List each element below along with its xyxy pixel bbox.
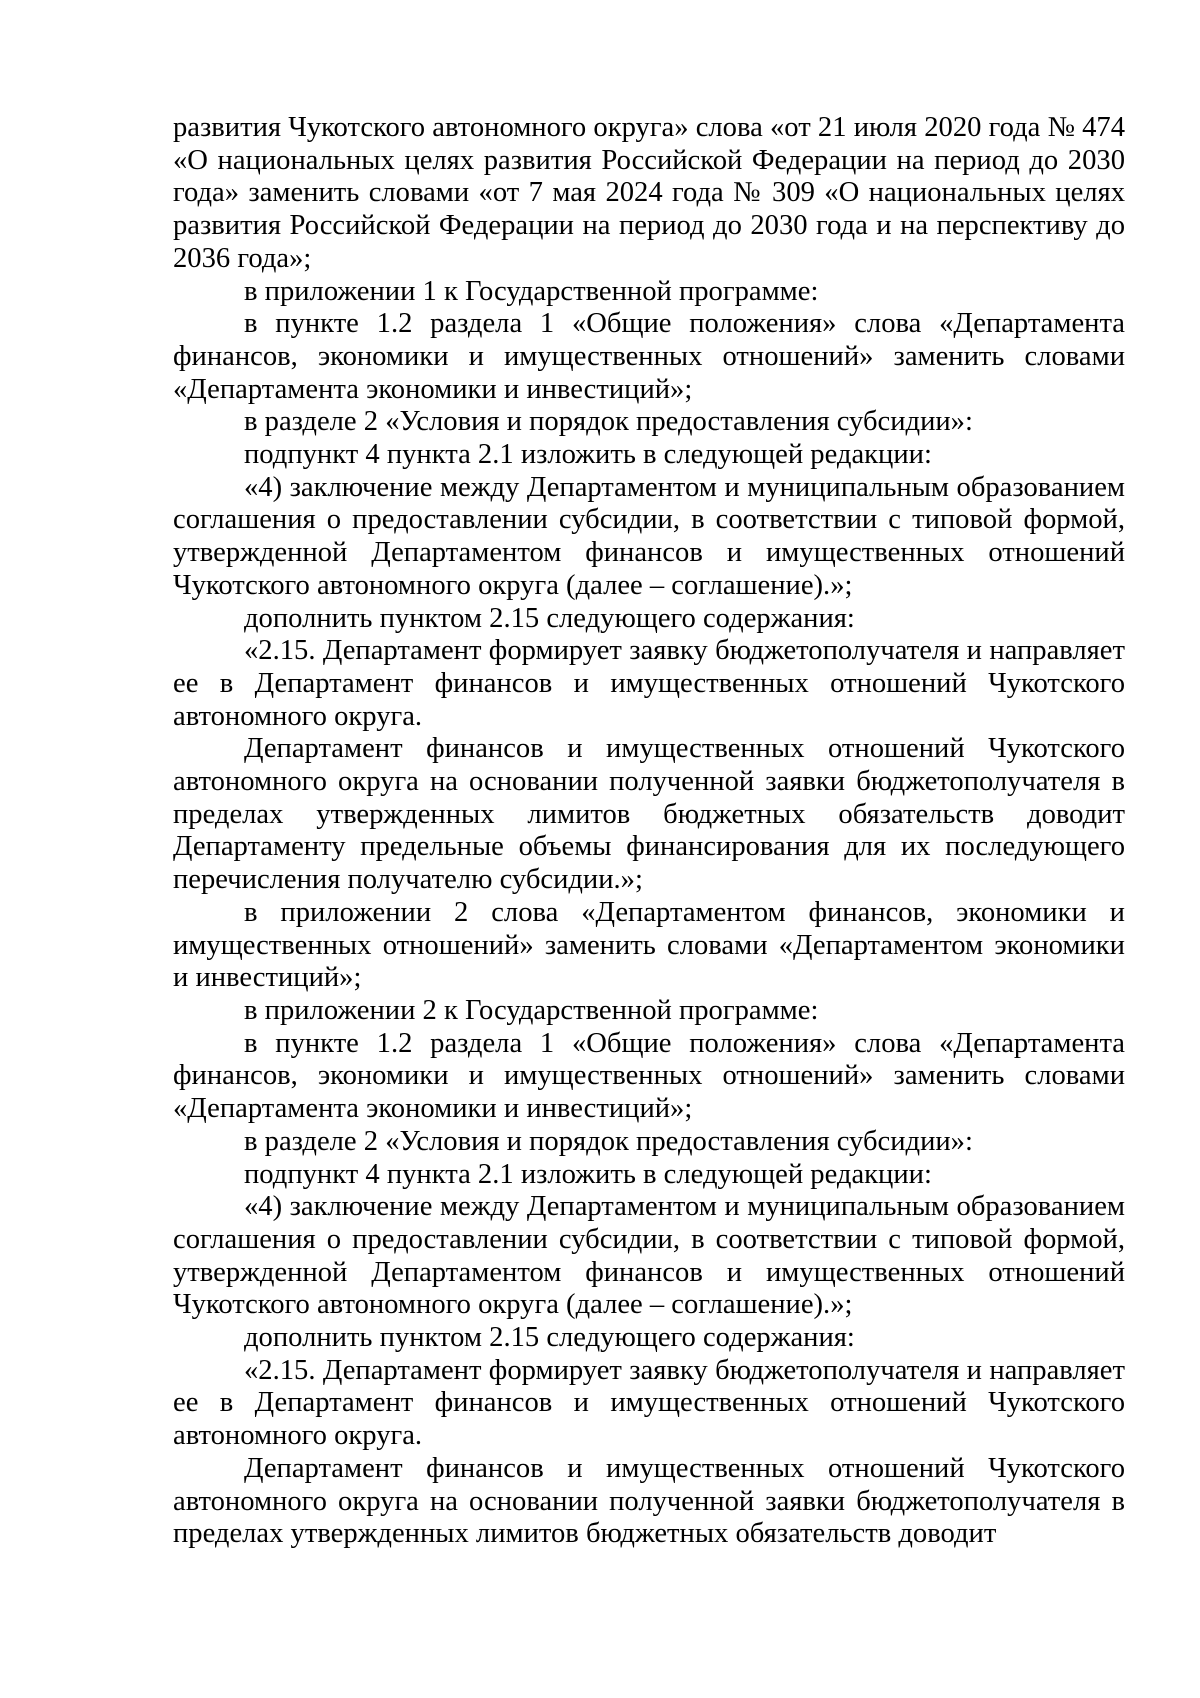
paragraph-8: «2.15. Департамент формирует заявку бюджетополучателя и направляет ее в Департамент финансов и имущественных отношений Чукотского автономного округа. (173, 635, 1125, 732)
paragraph-11: в приложении 2 к Государственной программе: (244, 994, 819, 1026)
paragraph-14: подпункт 4 пункта 2.1 изложить в следующей редакции: (244, 1158, 932, 1190)
paragraph-15: «4) заключение между Департаментом и муниципальным образованием соглашения о предоставлении субсидии, в соответствии с типовой формой, утвержденной Департаментом финансов и имущественных отношений Чукотского автономного округа (далее – соглашение).»; (173, 1191, 1125, 1321)
paragraph-2: в приложении 1 к Государственной программе: (244, 275, 819, 307)
paragraph-13: в разделе 2 «Условия и порядок предоставления субсидии»: (244, 1125, 973, 1157)
paragraph-6: «4) заключение между Департаментом и муниципальным образованием соглашения о предоставлении субсидии, в соответствии с типовой формой, утвержденной Департаментом финансов и имущественных отношений Чукотского автономного округа (далее – соглашение).»; (173, 471, 1125, 601)
paragraph-4: в разделе 2 «Условия и порядок предоставления субсидии»: (244, 406, 973, 438)
paragraph-18: Департамент финансов и имущественных отношений Чукотского автономного округа на основании полученной заявки бюджетополучателя в пределах утвержденных лимитов бюджетных обязательств доводит (173, 1452, 1125, 1550)
paragraph-12: в пункте 1.2 раздела 1 «Общие положения» слова «Департамента финансов, экономики и имущественных отношений» заменить словами «Департамента экономики и инвестиций»; (173, 1027, 1125, 1125)
paragraph-17: «2.15. Департамент формирует заявку бюджетополучателя и направляет ее в Департамент финансов и имущественных отношений Чукотского автономного округа. (173, 1354, 1125, 1452)
paragraph-3: в пункте 1.2 раздела 1 «Общие положения» слова «Департамента финансов, экономики и имущественных отношений» заменить словами «Департамента экономики и инвестиций»; (173, 308, 1125, 405)
document-body (173, 112, 1125, 1551)
paragraph-7: дополнить пунктом 2.15 следующего содержания: (244, 602, 855, 634)
paragraph-5: подпункт 4 пункта 2.1 изложить в следующей редакции: (244, 439, 932, 471)
paragraph-9: Департамент финансов и имущественных отношений Чукотского автономного округа на основании полученной заявки бюджетополучателя в пределах утвержденных лимитов бюджетных обязательств доводит Департаменту предельные объемы финансирования для их последующего перечисления получателю субсидии.»; (173, 733, 1125, 896)
paragraph-1: развития Чукотского автономного округа» слова «от 21 июля 2020 года № 474 «О национальных целях развития Российской Федерации на период до 2030 года» заменить словами «от 7 мая 2024 года № 309 «О национальных целях развития Российской Федерации на период до 2030 года и на перспективу до 2036 года»; (173, 112, 1125, 274)
paragraph-16: дополнить пунктом 2.15 следующего содержания: (244, 1322, 855, 1354)
paragraph-10: в приложении 2 слова «Департаментом финансов, экономики и имущественных отношений» заменить словами «Департаментом экономики и инвестиций»; (173, 896, 1125, 994)
